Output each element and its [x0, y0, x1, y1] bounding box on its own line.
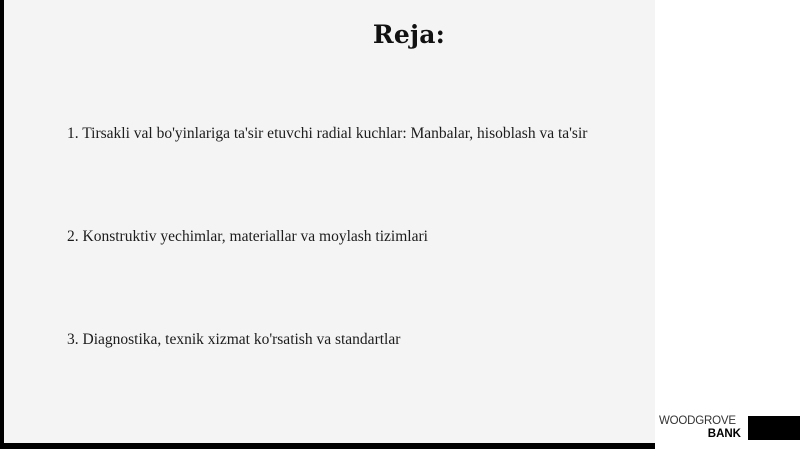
- slide-title: Reja:: [372, 20, 446, 49]
- woodgrove-bank-logo: [659, 415, 743, 441]
- plan-item-3: 3. Diagnostika, texnik xizmat ko'rsatish va standartlar: [67, 331, 401, 348]
- logo-text-bank: BANK: [707, 428, 741, 440]
- slide-bottom-border: [0, 443, 655, 449]
- black-rectangle: [748, 416, 800, 440]
- plan-item-1: 1. Tirsakli val bo'yinlariga ta'sir etuvchi radial kuchlar: Manbalar, hisoblash va ta'sir: [67, 125, 588, 142]
- logo-text-woodgrove: WOODGROVE: [659, 415, 736, 427]
- plan-item-2: 2. Konstruktiv yechimlar, materiallar va moylash tizimlari: [67, 228, 428, 245]
